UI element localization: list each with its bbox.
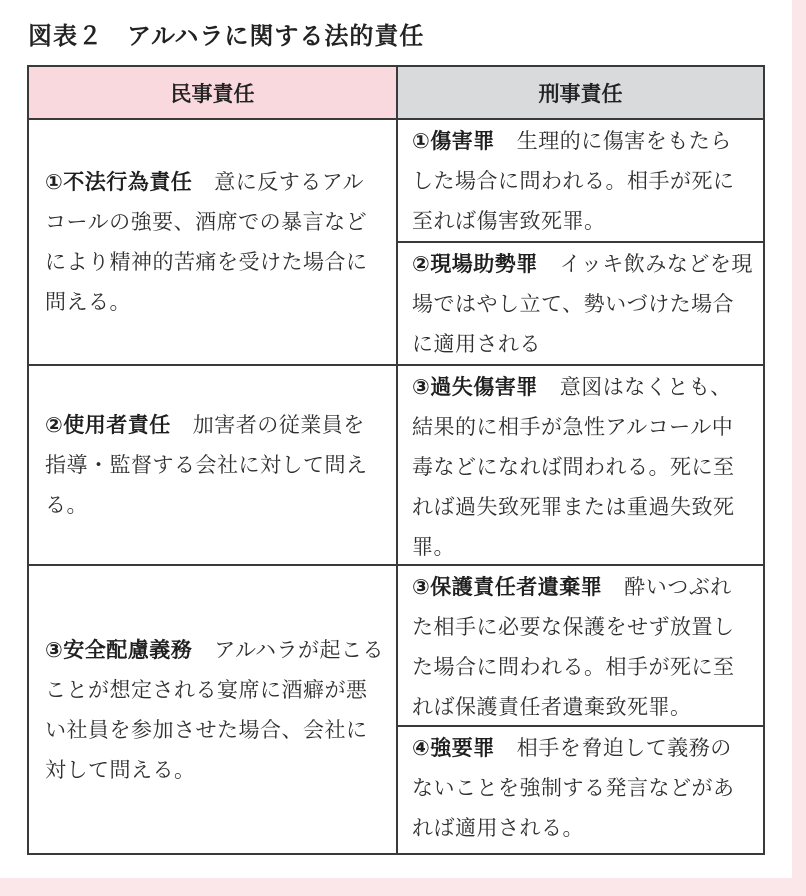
criminal-term: ③過失傷害罪 [412,375,538,399]
figure-title [28,16,424,51]
header-civil-liability: 民事責任 [29,67,396,118]
criminal-cell-2 [398,243,763,364]
criminal-term: ④強要罪 [412,736,495,760]
row-divider [29,564,763,566]
criminal-cell-1 [398,120,763,241]
criminal-term: ①傷害罪 [412,129,495,153]
right-decorative-stripe [792,0,806,896]
criminal-term: ③保護責任者遺棄罪 [412,575,603,599]
criminal-cell-3 [398,366,763,564]
header-divider [29,118,763,120]
civil-term: ③安全配慮義務 [45,637,193,662]
civil-cell-3 [29,566,396,853]
criminal-term: ②現場助勢罪 [412,252,538,276]
civil-cell-2 [29,366,396,564]
column-divider [396,67,398,853]
criminal-cell-5 [398,727,763,853]
row-divider [29,364,763,366]
civil-term: ①不法行為責任 [45,170,193,194]
figure-title-text: アルハラに関する法的責任 [127,22,425,50]
civil-cell-1 [29,120,396,364]
civil-desc: アルハラが起こることが想定される宴席に酒癖が悪い社員を参加させた場合、会社に対して問える。 [45,637,384,782]
criminal-desc: 酔いつぶれた相手に必要な保護をせず放置した場合に問われる。相手が死に至れば保護責任者遺棄致死罪。 [412,575,735,719]
bottom-decorative-band [0,878,806,896]
criminal-desc: イッキ飲みなどを現場ではやし立て、勢いづけた場合に適用される [412,252,753,356]
header-criminal-liability: 刑事責任 [398,67,763,118]
criminal-desc: 相手を脅迫して義務のないことを強制する発言などがあれば適用される。 [412,736,735,840]
legal-liability-table [27,65,765,855]
row-divider [398,241,763,243]
civil-term: ②使用者責任 [45,413,171,437]
criminal-desc: 意図はなくとも、結果的に相手が急性アルコール中毒などになれば問われる。死に至れば過失致死罪または重過失致死罪。 [412,375,735,559]
criminal-desc: 生理的に傷害をもたらした場合に問われる。相手が死に至れば傷害致死罪。 [412,129,735,233]
figure-number: 図表２ [28,22,103,50]
criminal-cell-4 [398,566,763,725]
row-divider [398,725,763,727]
civil-desc: 加害者の従業員を指導・監督する会社に対して問える。 [45,413,368,517]
civil-desc: 意に反するアルコールの強要、酒席での暴言などにより精神的苦痛を受けた場合に問える。 [45,170,368,314]
